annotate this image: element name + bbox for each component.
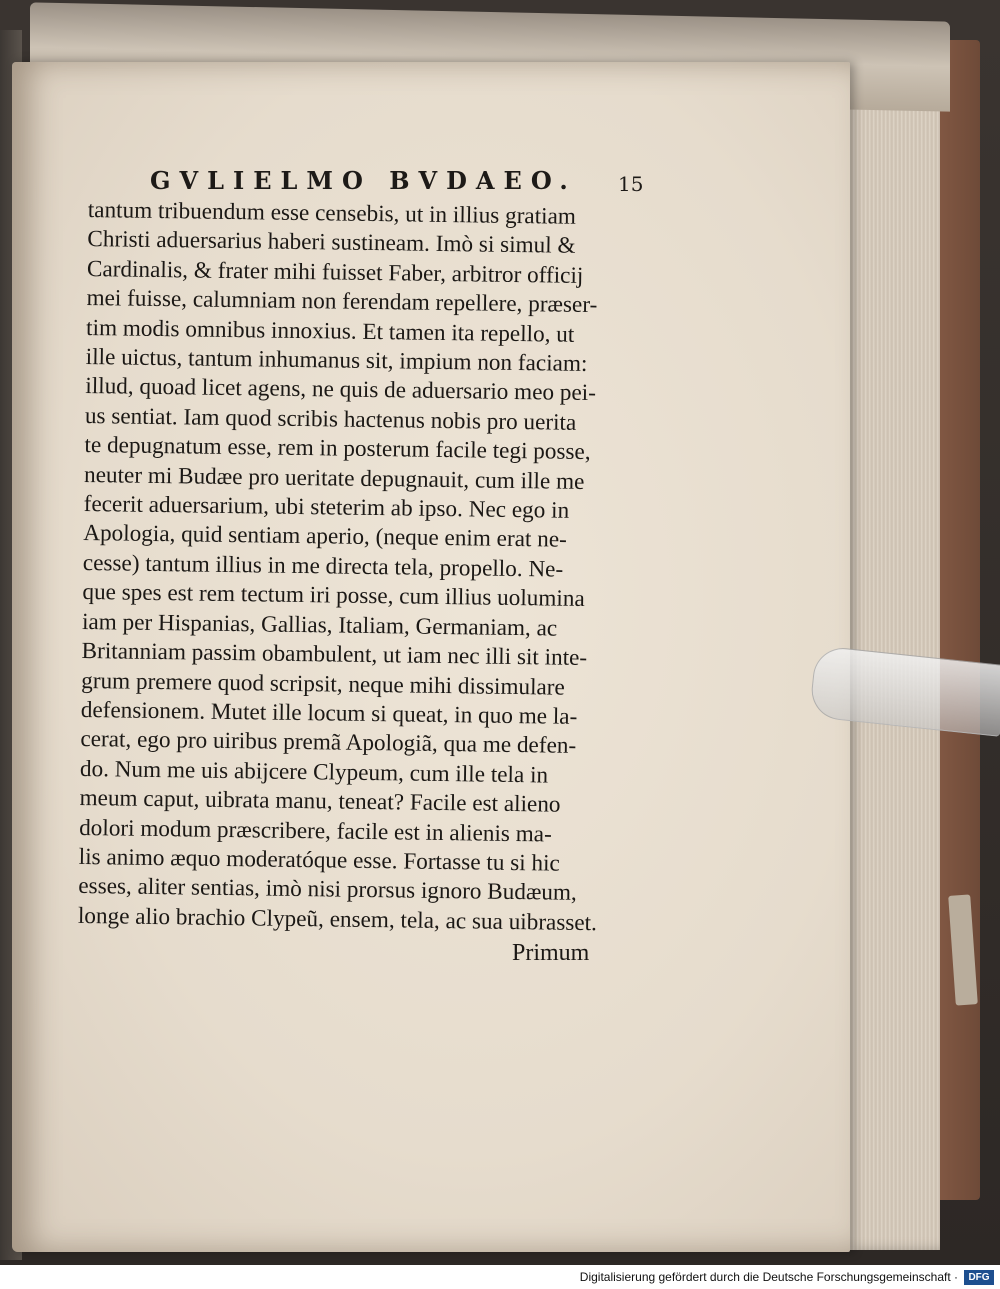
- text-line: que spes est rem tectum iri posse, cum illius uolumina: [82, 579, 585, 613]
- catchword: Primum: [512, 940, 590, 966]
- footer-bar: [0, 1265, 1000, 1289]
- text-line: dolori modum præscribere, facile est in alienis ma-: [79, 814, 552, 848]
- text-line: Christi aduersarius haberi sustineam. Imò si simul &: [87, 226, 576, 260]
- text-line: tim modis omnibus innoxius. Et tamen ita repello, ut: [85, 314, 575, 348]
- text-line: esses, aliter sentias, imò nisi prorsus ignoro Budæum,: [78, 873, 577, 907]
- text-line: longe alio brachio Clypeũ, ensem, tela, ac sua uibrasset.: [77, 902, 598, 936]
- text-line: ille uictus, tantum inhumanus sit, impium non faciam:: [85, 344, 588, 378]
- text-line: Apologia, quid sentiam aperio, (neque enim erat ne-: [83, 520, 567, 554]
- text-line: us sentiat. Iam quod scribis hactenus nobis pro uerita: [84, 402, 577, 436]
- text-line: iam per Hispanias, Gallias, Italiam, Germaniam, ac: [81, 608, 558, 642]
- text-line: neuter mi Budæe pro ueritate depugnauit, cum ille me: [83, 461, 585, 495]
- page-number: 15: [618, 172, 644, 196]
- text-line: cesse) tantum illius in me directa tela, propello. Ne-: [82, 549, 564, 583]
- funding-credit: Digitalisierung gefördert durch die Deutsche Forschungsgemeinschaft ·: [579, 1270, 958, 1284]
- text-line: Britanniam passim obambulent, ut iam nec illi sit inte-: [81, 638, 588, 672]
- text-line: grum premere quod scripsit, neque mihi dissimulare: [81, 667, 565, 701]
- running-head: GVLIELMO BVDAEO.: [150, 166, 577, 195]
- text-line: illud, quoad licet agens, ne quis de aduersario meo pei-: [85, 373, 597, 407]
- text-line: fecerit aduersarium, ubi steterim ab ipso. Nec ego in: [83, 491, 570, 524]
- text-line: meum caput, uibrata manu, teneat? Facile est alieno: [79, 785, 561, 818]
- text-line: cerat, ego pro uiribus premã Apologiã, qua me defen-: [80, 726, 577, 760]
- text-line: do. Num me uis abijcere Clypeum, cum ille tela in: [79, 755, 549, 789]
- text-line: Cardinalis, & frater mihi fuisset Faber, arbitror officij: [86, 255, 584, 289]
- body-text: [78, 196, 628, 939]
- text-line: te depugnatum esse, rem in posterum facile tegi posse,: [84, 432, 591, 466]
- text-line: mei fuisse, calumniam non ferendam repellere, præser-: [86, 285, 598, 319]
- text-line: defensionem. Mutet ille locum si queat, in quo me la-: [80, 696, 578, 730]
- dfg-logo: DFG: [964, 1270, 994, 1285]
- text-line: tantum tribuendum esse censebis, ut in illius gratiam: [87, 196, 577, 230]
- text-line: lis animo æquo moderatóque esse. Fortasse tu si hic: [78, 843, 560, 877]
